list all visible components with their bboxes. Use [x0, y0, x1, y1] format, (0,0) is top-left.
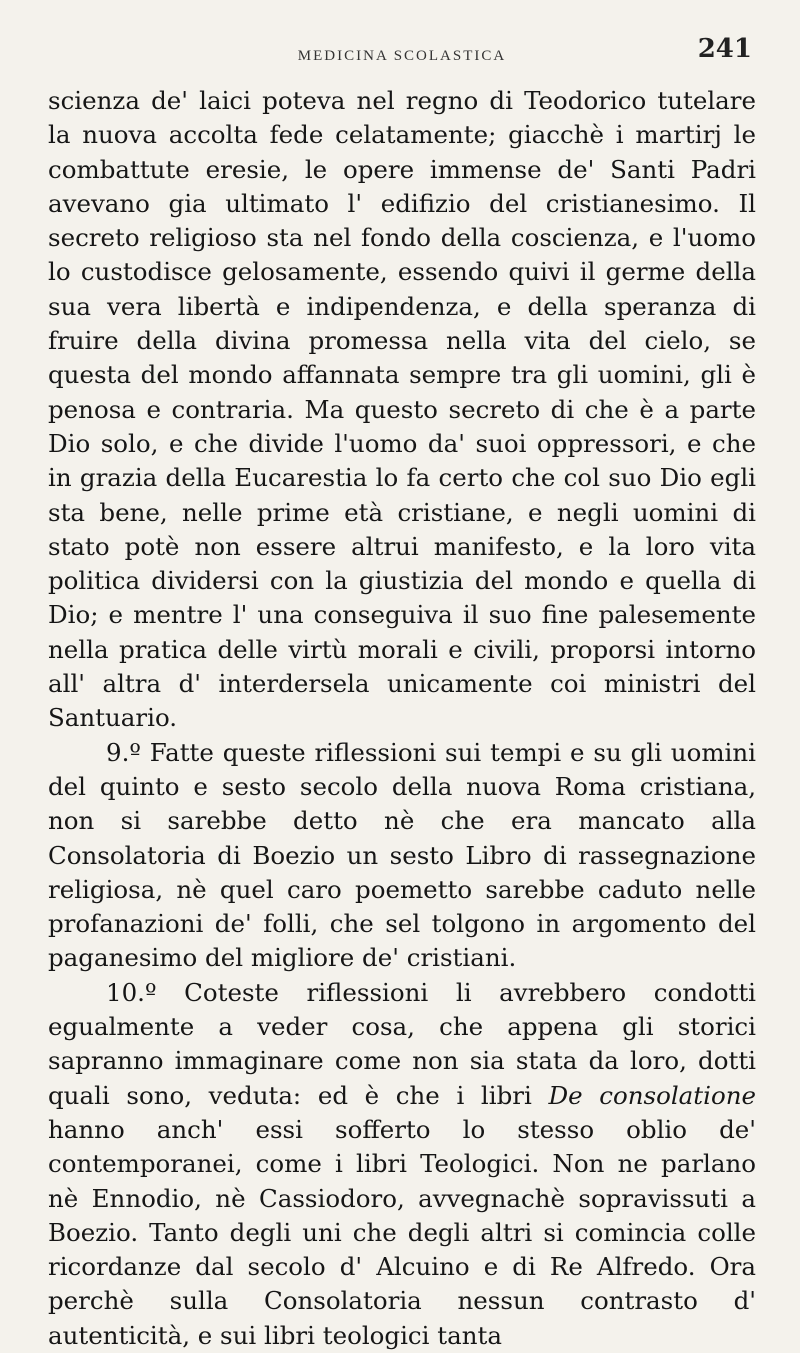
book-title-italic: De consolatione: [548, 1080, 756, 1110]
page-header: [48, 34, 756, 78]
paragraph-text: Coteste riflessioni li avrebbero condotti egualmente a veder cosa, che appena gli storici sapranno immaginare come non sia stata da loro, dotti quali sono, veduta: ed è che i libri: [48, 977, 756, 1110]
running-head: MEDICINA SCOLASTICA: [297, 48, 507, 64]
paragraph-number: 9.º: [106, 737, 141, 767]
body-text: [48, 84, 756, 1353]
paragraph-text: scienza de' laici poteva nel regno di Teodorico tutelare la nuova accolta fede celatamente; giacchè i martirj le combattute eresie, le opere immense de' Santi Padri avevano gia ultimato l' edifizio del cristianesimo. Il secreto religioso sta nel fondo della coscienza, e l'uomo lo custodisce gelosamente, essendo quivi il germe della sua vera libertà e indipendenza, e della speranza di fruire della divina promessa nella vita del cielo, se questa del mondo affannata sempre tra gli uomini, gli è penosa e contraria. Ma questo secreto di che è a parte Dio solo, e che divide l'uomo da' suoi oppressori, e che in grazia della Eucarestia lo fa certo che col suo Dio egli sta bene, nelle prime età cristiane, e negli uomini di stato potè non essere altrui manifesto, e la loro vita politica dividersi con la giustizia del mondo e quella di Dio; e mentre l' una conseguiva il suo fine palesemente nella pratica delle virtù morali e civili, proporsi intorno all' altra d' interdersela unicamente coi ministri del Santuario.: [48, 86, 756, 733]
paragraph-continued: [48, 84, 756, 736]
paragraph-text: Fatte queste riflessioni sui tempi e su gli uomini del quinto e sesto secolo della nuova Roma cristiana, non si sarebbe detto nè che era mancato alla Consolatoria di Boezio un sesto Libro di rassegnazione religiosa, nè quel caro poemetto sarebbe caduto nelle profanazioni de' folli, che sel tolgono in argomento del paganesimo del migliore de' cristiani.: [48, 737, 757, 973]
paragraph-9: [48, 736, 756, 976]
paragraph-text: hanno anch' essi sofferto lo stesso oblio de' contemporanei, come i libri Teologici. Non ne parlano nè Ennodio, nè Cassiodoro, avvegnachè sopravissuti a Boezio. Tanto degli uni che degli altri si comincia colle ricordanze dal secolo d' Alcuino e di Re Alfredo. Ora perchè sulla Consolatoria nessun contrasto d' autenticità, e sui libri teologici tanta: [48, 1114, 756, 1350]
paragraph-number: 10.º: [106, 977, 157, 1007]
page-number: 241: [697, 34, 752, 64]
paragraph-10: [48, 976, 756, 1353]
